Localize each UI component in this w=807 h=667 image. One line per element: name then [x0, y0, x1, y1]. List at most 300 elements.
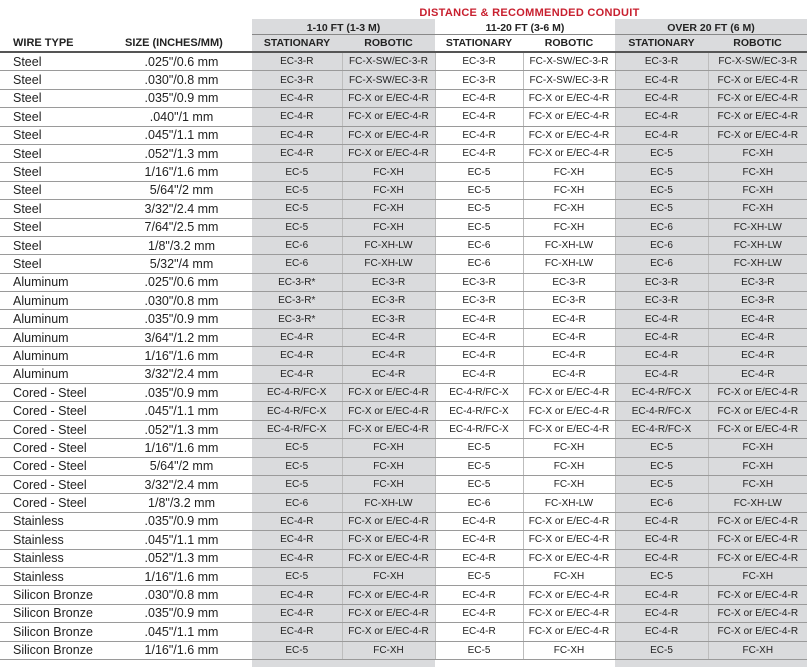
stationary-11-20ft-cell: EC-4-R	[435, 531, 523, 549]
stationary-11-20ft-cell: EC-4-R	[435, 604, 523, 622]
robotic-11-20ft-cell: FC-X-SW/EC-3-R	[523, 71, 615, 89]
stationary-1-10ft-cell: EC-3-R*	[252, 273, 342, 291]
stationary-11-20ft-cell: EC-5	[435, 457, 523, 475]
size-cell: .035"/0.9 mm	[121, 512, 252, 530]
stationary-11-20ft-cell: EC-4-R	[435, 512, 523, 530]
wire-type-cell: Silicon Bronze	[0, 641, 121, 659]
stationary-11-20ft-cell: EC-5	[435, 641, 523, 659]
table-row	[0, 52, 807, 71]
stationary-1-10ft-cell: EC-6	[252, 255, 342, 273]
size-cell: 1/16"/1.6 mm	[121, 347, 252, 365]
size-cell: 3/32"/2.4 mm	[121, 200, 252, 218]
robotic-over-20ft-cell: FC-X or E/EC-4-R	[708, 89, 807, 107]
robotic-1-10ft-cell: FC-X or E/EC-4-R	[342, 144, 435, 162]
table-row	[0, 475, 807, 493]
stationary-over-20ft-cell: EC-4-R	[615, 71, 708, 89]
wire-type-cell: Cored - Steel	[0, 457, 121, 475]
wire-type-cell: Stainless	[0, 567, 121, 585]
stationary-11-20ft-cell: EC-4-R	[435, 126, 523, 144]
wire-type-cell: Aluminum	[0, 365, 121, 383]
header-stationary: STATIONARY	[435, 35, 523, 53]
stationary-11-20ft-cell: EC-6	[435, 494, 523, 512]
wire-type-cell: Steel	[0, 163, 121, 181]
stationary-over-20ft-cell: EC-4-R	[615, 512, 708, 530]
robotic-1-10ft-cell: FC-XH	[342, 567, 435, 585]
robotic-1-10ft-cell: EC-3-R	[342, 292, 435, 310]
table-row	[0, 347, 807, 365]
robotic-11-20ft-cell: EC-4-R	[523, 365, 615, 383]
stationary-over-20ft-cell: EC-4-R	[615, 310, 708, 328]
stationary-1-10ft-cell: EC-5	[252, 163, 342, 181]
wire-type-cell: Cored - Steel	[0, 439, 121, 457]
table-row	[0, 273, 807, 291]
size-cell: .030"/0.8 mm	[121, 586, 252, 604]
robotic-over-20ft-cell: FC-XH	[708, 475, 807, 493]
table-body	[0, 52, 807, 659]
stationary-over-20ft-cell: EC-6	[615, 236, 708, 254]
robotic-11-20ft-cell: FC-X or E/EC-4-R	[523, 144, 615, 162]
size-cell: .045"/1.1 mm	[121, 531, 252, 549]
table-row	[0, 512, 807, 530]
robotic-11-20ft-cell: FC-X or E/EC-4-R	[523, 420, 615, 438]
table-row	[0, 494, 807, 512]
stationary-1-10ft-cell: EC-4-R/FC-X	[252, 402, 342, 420]
stationary-1-10ft-cell: EC-4-R	[252, 347, 342, 365]
robotic-over-20ft-cell: FC-X or E/EC-4-R	[708, 402, 807, 420]
robotic-over-20ft-cell: FC-XH	[708, 457, 807, 475]
wire-type-cell: Aluminum	[0, 273, 121, 291]
stationary-over-20ft-cell: EC-4-R/FC-X	[615, 420, 708, 438]
stationary-1-10ft-cell: EC-5	[252, 475, 342, 493]
stationary-over-20ft-cell: EC-3-R	[615, 292, 708, 310]
stationary-11-20ft-cell: EC-4-R	[435, 549, 523, 567]
stationary-11-20ft-cell: EC-4-R	[435, 347, 523, 365]
header-wire-type: WIRE TYPE	[0, 35, 121, 53]
robotic-1-10ft-cell: FC-X-SW/EC-3-R	[342, 71, 435, 89]
stationary-over-20ft-cell: EC-5	[615, 457, 708, 475]
robotic-11-20ft-cell: FC-X or E/EC-4-R	[523, 126, 615, 144]
table-row	[0, 567, 807, 585]
group-11-20ft: 11-20 FT (3-6 M)	[435, 19, 615, 35]
stationary-1-10ft-cell: EC-5	[252, 457, 342, 475]
table-row	[0, 402, 807, 420]
robotic-over-20ft-cell: FC-XH	[708, 200, 807, 218]
robotic-1-10ft-cell: FC-X or E/EC-4-R	[342, 384, 435, 402]
size-cell: .052"/1.3 mm	[121, 549, 252, 567]
table-row	[0, 439, 807, 457]
size-cell: .035"/0.9 mm	[121, 89, 252, 107]
size-cell: .052"/1.3 mm	[121, 144, 252, 162]
stationary-11-20ft-cell: EC-3-R	[435, 52, 523, 71]
stationary-11-20ft-cell: EC-5	[435, 163, 523, 181]
robotic-1-10ft-cell: EC-4-R	[342, 328, 435, 346]
robotic-over-20ft-cell: FC-X or E/EC-4-R	[708, 126, 807, 144]
robotic-11-20ft-cell: EC-4-R	[523, 347, 615, 365]
stationary-11-20ft-cell: EC-5	[435, 439, 523, 457]
size-cell: .040"/1 mm	[121, 108, 252, 126]
wire-type-cell: Aluminum	[0, 347, 121, 365]
table-row	[0, 89, 807, 107]
robotic-1-10ft-cell: FC-X or E/EC-4-R	[342, 586, 435, 604]
robotic-over-20ft-cell: FC-X or E/EC-4-R	[708, 108, 807, 126]
table-row	[0, 328, 807, 346]
stationary-1-10ft-cell: EC-4-R	[252, 604, 342, 622]
stationary-11-20ft-cell: EC-5	[435, 181, 523, 199]
header-robotic: ROBOTIC	[342, 35, 435, 53]
wire-type-cell: Steel	[0, 236, 121, 254]
size-cell: .025"/0.6 mm	[121, 52, 252, 71]
wire-type-cell: Steel	[0, 181, 121, 199]
stationary-over-20ft-cell: EC-4-R	[615, 328, 708, 346]
stationary-11-20ft-cell: EC-5	[435, 218, 523, 236]
stationary-1-10ft-cell: EC-3-R	[252, 71, 342, 89]
stationary-11-20ft-cell: EC-4-R	[435, 328, 523, 346]
wire-type-cell: Steel	[0, 52, 121, 71]
robotic-11-20ft-cell: FC-XH	[523, 567, 615, 585]
table-row	[0, 236, 807, 254]
stationary-over-20ft-cell: EC-4-R	[615, 604, 708, 622]
wire-type-cell: Aluminum	[0, 310, 121, 328]
table-row	[0, 549, 807, 567]
robotic-1-10ft-cell: FC-XH	[342, 181, 435, 199]
stationary-over-20ft-cell: EC-5	[615, 641, 708, 659]
size-cell: .025"/0.6 mm	[121, 273, 252, 291]
wire-type-cell: Silicon Bronze	[0, 604, 121, 622]
robotic-1-10ft-cell: FC-X or E/EC-4-R	[342, 549, 435, 567]
stationary-over-20ft-cell: EC-4-R	[615, 549, 708, 567]
stationary-11-20ft-cell: EC-4-R	[435, 623, 523, 641]
stationary-1-10ft-cell: EC-6	[252, 494, 342, 512]
stationary-11-20ft-cell: EC-4-R	[435, 586, 523, 604]
robotic-1-10ft-cell: FC-XH	[342, 163, 435, 181]
table-row	[0, 420, 807, 438]
stationary-11-20ft-cell: EC-3-R	[435, 292, 523, 310]
wire-type-cell: Cored - Steel	[0, 475, 121, 493]
table-row	[0, 200, 807, 218]
robotic-over-20ft-cell: FC-XH-LW	[708, 236, 807, 254]
wire-type-cell: Silicon Bronze	[0, 586, 121, 604]
stationary-1-10ft-cell: EC-4-R	[252, 328, 342, 346]
robotic-1-10ft-cell: FC-XH	[342, 218, 435, 236]
robotic-11-20ft-cell: EC-4-R	[523, 310, 615, 328]
robotic-11-20ft-cell: FC-XH	[523, 218, 615, 236]
robotic-1-10ft-cell: FC-XH-LW	[342, 255, 435, 273]
stationary-1-10ft-cell: EC-4-R	[252, 126, 342, 144]
stationary-1-10ft-cell: EC-4-R	[252, 623, 342, 641]
stationary-over-20ft-cell: EC-5	[615, 200, 708, 218]
size-cell: .052"/1.3 mm	[121, 420, 252, 438]
robotic-11-20ft-cell: FC-X or E/EC-4-R	[523, 108, 615, 126]
robotic-over-20ft-cell: FC-XH	[708, 641, 807, 659]
robotic-11-20ft-cell: FC-XH-LW	[523, 255, 615, 273]
stationary-11-20ft-cell: EC-5	[435, 475, 523, 493]
wire-type-cell: Aluminum	[0, 328, 121, 346]
table-row	[0, 126, 807, 144]
wire-type-cell: Silicon Bronze	[0, 623, 121, 641]
robotic-11-20ft-cell: FC-X-SW/EC-3-R	[523, 52, 615, 71]
robotic-11-20ft-cell: FC-XH	[523, 200, 615, 218]
stationary-over-20ft-cell: EC-4-R/FC-X	[615, 402, 708, 420]
size-cell: .045"/1.1 mm	[121, 623, 252, 641]
robotic-over-20ft-cell: FC-X or E/EC-4-R	[708, 604, 807, 622]
size-cell: 5/32"/4 mm	[121, 255, 252, 273]
size-cell: 7/64"/2.5 mm	[121, 218, 252, 236]
stationary-over-20ft-cell: EC-5	[615, 475, 708, 493]
size-cell: 1/16"/1.6 mm	[121, 163, 252, 181]
table-row	[0, 531, 807, 549]
stationary-over-20ft-cell: EC-3-R	[615, 52, 708, 71]
robotic-1-10ft-cell: FC-X or E/EC-4-R	[342, 512, 435, 530]
robotic-11-20ft-cell: FC-XH	[523, 163, 615, 181]
wire-type-cell: Cored - Steel	[0, 494, 121, 512]
robotic-11-20ft-cell: FC-X or E/EC-4-R	[523, 586, 615, 604]
stationary-1-10ft-cell: EC-4-R	[252, 531, 342, 549]
stationary-11-20ft-cell: EC-4-R/FC-X	[435, 384, 523, 402]
table-row	[0, 586, 807, 604]
robotic-1-10ft-cell: FC-X or E/EC-4-R	[342, 89, 435, 107]
robotic-11-20ft-cell: FC-X or E/EC-4-R	[523, 402, 615, 420]
robotic-1-10ft-cell: FC-XH	[342, 641, 435, 659]
wire-type-cell: Steel	[0, 126, 121, 144]
stationary-11-20ft-cell: EC-5	[435, 567, 523, 585]
robotic-over-20ft-cell: FC-X or E/EC-4-R	[708, 586, 807, 604]
robotic-over-20ft-cell: FC-X or E/EC-4-R	[708, 531, 807, 549]
robotic-over-20ft-cell: EC-3-R	[708, 273, 807, 291]
wire-type-cell: Cored - Steel	[0, 402, 121, 420]
stationary-1-10ft-cell: EC-4-R	[252, 365, 342, 383]
stationary-over-20ft-cell: EC-4-R/FC-X	[615, 384, 708, 402]
wire-type-cell: Stainless	[0, 549, 121, 567]
stationary-over-20ft-cell: EC-5	[615, 181, 708, 199]
wire-type-cell: Steel	[0, 108, 121, 126]
robotic-1-10ft-cell: FC-X-SW/EC-3-R	[342, 52, 435, 71]
size-cell: 1/8"/3.2 mm	[121, 494, 252, 512]
table-row	[0, 641, 807, 659]
robotic-11-20ft-cell: FC-XH	[523, 457, 615, 475]
wire-type-cell: Stainless	[0, 531, 121, 549]
stationary-1-10ft-cell: EC-5	[252, 567, 342, 585]
robotic-over-20ft-cell: EC-4-R	[708, 365, 807, 383]
table-row	[0, 457, 807, 475]
stationary-over-20ft-cell: EC-5	[615, 163, 708, 181]
size-cell: 1/16"/1.6 mm	[121, 641, 252, 659]
stationary-over-20ft-cell: EC-6	[615, 218, 708, 236]
wire-type-cell: Steel	[0, 200, 121, 218]
stationary-11-20ft-cell: EC-5	[435, 200, 523, 218]
robotic-1-10ft-cell: FC-XH	[342, 457, 435, 475]
robotic-over-20ft-cell: FC-X or E/EC-4-R	[708, 420, 807, 438]
size-cell: 5/64"/2 mm	[121, 457, 252, 475]
table-row	[0, 384, 807, 402]
robotic-1-10ft-cell: FC-XH-LW	[342, 236, 435, 254]
robotic-11-20ft-cell: FC-X or E/EC-4-R	[523, 89, 615, 107]
table-row	[0, 292, 807, 310]
table-row	[0, 163, 807, 181]
stationary-over-20ft-cell: EC-5	[615, 144, 708, 162]
robotic-11-20ft-cell: FC-X or E/EC-4-R	[523, 604, 615, 622]
stationary-over-20ft-cell: EC-4-R	[615, 89, 708, 107]
stationary-11-20ft-cell: EC-4-R	[435, 365, 523, 383]
robotic-over-20ft-cell: FC-XH	[708, 181, 807, 199]
header-robotic: ROBOTIC	[708, 35, 807, 53]
robotic-1-10ft-cell: EC-4-R	[342, 347, 435, 365]
size-cell: 5/64"/2 mm	[121, 181, 252, 199]
stationary-11-20ft-cell: EC-4-R	[435, 89, 523, 107]
stationary-over-20ft-cell: EC-5	[615, 567, 708, 585]
robotic-1-10ft-cell: FC-XH	[342, 439, 435, 457]
table-row	[0, 604, 807, 622]
stationary-over-20ft-cell: EC-4-R	[615, 531, 708, 549]
table-row	[0, 144, 807, 162]
stationary-1-10ft-cell: EC-5	[252, 200, 342, 218]
stationary-1-10ft-cell: EC-4-R	[252, 512, 342, 530]
table-title: DISTANCE & RECOMMENDED CONDUIT	[419, 7, 640, 19]
size-cell: 1/16"/1.6 mm	[121, 567, 252, 585]
table-row	[0, 218, 807, 236]
stationary-1-10ft-cell: EC-4-R	[252, 89, 342, 107]
robotic-1-10ft-cell: FC-X or E/EC-4-R	[342, 531, 435, 549]
table-row	[0, 108, 807, 126]
robotic-11-20ft-cell: FC-XH	[523, 641, 615, 659]
size-cell: .035"/0.9 mm	[121, 310, 252, 328]
stationary-11-20ft-cell: EC-6	[435, 236, 523, 254]
robotic-over-20ft-cell: EC-4-R	[708, 328, 807, 346]
stationary-1-10ft-cell: EC-4-R	[252, 108, 342, 126]
robotic-over-20ft-cell: FC-XH-LW	[708, 494, 807, 512]
size-cell: .030"/0.8 mm	[121, 71, 252, 89]
robotic-1-10ft-cell: FC-X or E/EC-4-R	[342, 604, 435, 622]
stationary-over-20ft-cell: EC-4-R	[615, 586, 708, 604]
robotic-11-20ft-cell: FC-XH	[523, 475, 615, 493]
robotic-over-20ft-cell: FC-XH-LW	[708, 255, 807, 273]
stationary-1-10ft-cell: EC-5	[252, 439, 342, 457]
wire-type-cell: Aluminum	[0, 292, 121, 310]
size-cell: 1/8"/3.2 mm	[121, 236, 252, 254]
robotic-11-20ft-cell: FC-X or E/EC-4-R	[523, 512, 615, 530]
size-cell: .035"/0.9 mm	[121, 384, 252, 402]
group-over-20ft: OVER 20 FT (6 M)	[615, 19, 807, 35]
stationary-1-10ft-cell: EC-4-R	[252, 586, 342, 604]
stationary-1-10ft-cell: EC-4-R/FC-X	[252, 384, 342, 402]
table-row	[0, 310, 807, 328]
robotic-1-10ft-cell: FC-XH	[342, 475, 435, 493]
robotic-1-10ft-cell: FC-X or E/EC-4-R	[342, 623, 435, 641]
robotic-1-10ft-cell: EC-4-R	[342, 365, 435, 383]
robotic-11-20ft-cell: EC-3-R	[523, 273, 615, 291]
robotic-11-20ft-cell: FC-XH-LW	[523, 494, 615, 512]
stationary-1-10ft-cell: EC-5	[252, 181, 342, 199]
header-stationary: STATIONARY	[615, 35, 708, 53]
robotic-1-10ft-cell: FC-X or E/EC-4-R	[342, 108, 435, 126]
header-size: SIZE (INCHES/MM)	[121, 35, 252, 53]
stationary-11-20ft-cell: EC-3-R	[435, 273, 523, 291]
stationary-11-20ft-cell: EC-4-R/FC-X	[435, 402, 523, 420]
size-cell: 3/32"/2.4 mm	[121, 475, 252, 493]
robotic-over-20ft-cell: FC-X or E/EC-4-R	[708, 384, 807, 402]
robotic-11-20ft-cell: EC-3-R	[523, 292, 615, 310]
wire-type-cell: Steel	[0, 71, 121, 89]
stationary-11-20ft-cell: EC-3-R	[435, 71, 523, 89]
robotic-over-20ft-cell: FC-X or E/EC-4-R	[708, 71, 807, 89]
robotic-11-20ft-cell: FC-XH	[523, 181, 615, 199]
robotic-1-10ft-cell: FC-X or E/EC-4-R	[342, 126, 435, 144]
stationary-11-20ft-cell: EC-4-R/FC-X	[435, 420, 523, 438]
robotic-11-20ft-cell: EC-4-R	[523, 328, 615, 346]
robotic-over-20ft-cell: EC-3-R	[708, 292, 807, 310]
table-row	[0, 623, 807, 641]
robotic-11-20ft-cell: FC-XH-LW	[523, 236, 615, 254]
table-row	[0, 255, 807, 273]
size-cell: .035"/0.9 mm	[121, 604, 252, 622]
stationary-over-20ft-cell: EC-4-R	[615, 126, 708, 144]
robotic-over-20ft-cell: FC-XH	[708, 567, 807, 585]
wire-type-cell: Stainless	[0, 512, 121, 530]
wire-type-cell: Steel	[0, 89, 121, 107]
robotic-over-20ft-cell: FC-X or E/EC-4-R	[708, 512, 807, 530]
stationary-over-20ft-cell: EC-3-R	[615, 273, 708, 291]
robotic-1-10ft-cell: FC-XH-LW	[342, 494, 435, 512]
size-cell: .030"/0.8 mm	[121, 292, 252, 310]
stationary-11-20ft-cell: EC-6	[435, 255, 523, 273]
header-robotic: ROBOTIC	[523, 35, 615, 53]
wire-type-cell: Steel	[0, 144, 121, 162]
stationary-1-10ft-cell: EC-5	[252, 218, 342, 236]
robotic-1-10ft-cell: EC-3-R	[342, 310, 435, 328]
wire-type-cell: Cored - Steel	[0, 384, 121, 402]
group-1-10ft: 1-10 FT (1-3 M)	[252, 19, 435, 35]
robotic-over-20ft-cell: FC-XH	[708, 144, 807, 162]
wire-type-cell: Cored - Steel	[0, 420, 121, 438]
size-cell: 1/16"/1.6 mm	[121, 439, 252, 457]
robotic-1-10ft-cell: EC-3-R	[342, 273, 435, 291]
stationary-over-20ft-cell: EC-4-R	[615, 347, 708, 365]
robotic-11-20ft-cell: FC-X or E/EC-4-R	[523, 531, 615, 549]
stationary-over-20ft-cell: EC-4-R	[615, 108, 708, 126]
stationary-over-20ft-cell: EC-5	[615, 439, 708, 457]
wire-type-cell: Steel	[0, 255, 121, 273]
stationary-1-10ft-cell: EC-5	[252, 641, 342, 659]
robotic-1-10ft-cell: FC-X or E/EC-4-R	[342, 402, 435, 420]
robotic-over-20ft-cell: FC-X-SW/EC-3-R	[708, 52, 807, 71]
stationary-over-20ft-cell: EC-4-R	[615, 365, 708, 383]
size-cell: 3/32"/2.4 mm	[121, 365, 252, 383]
wire-type-cell: Steel	[0, 218, 121, 236]
robotic-1-10ft-cell: FC-X or E/EC-4-R	[342, 420, 435, 438]
stationary-11-20ft-cell: EC-4-R	[435, 144, 523, 162]
stationary-11-20ft-cell: EC-4-R	[435, 108, 523, 126]
robotic-1-10ft-cell: FC-XH	[342, 200, 435, 218]
stationary-1-10ft-cell: EC-4-R	[252, 549, 342, 567]
size-cell: 3/64"/1.2 mm	[121, 328, 252, 346]
table-row	[0, 71, 807, 89]
stationary-over-20ft-cell: EC-4-R	[615, 623, 708, 641]
table-row	[0, 181, 807, 199]
robotic-11-20ft-cell: FC-XH	[523, 439, 615, 457]
robotic-11-20ft-cell: FC-X or E/EC-4-R	[523, 549, 615, 567]
stationary-1-10ft-cell: EC-6	[252, 236, 342, 254]
size-cell: .045"/1.1 mm	[121, 402, 252, 420]
stationary-1-10ft-cell: EC-4-R/FC-X	[252, 420, 342, 438]
robotic-over-20ft-cell: EC-4-R	[708, 347, 807, 365]
stationary-over-20ft-cell: EC-6	[615, 494, 708, 512]
stationary-1-10ft-cell: EC-3-R*	[252, 292, 342, 310]
stationary-over-20ft-cell: EC-6	[615, 255, 708, 273]
stationary-11-20ft-cell: EC-4-R	[435, 310, 523, 328]
robotic-over-20ft-cell: FC-X or E/EC-4-R	[708, 623, 807, 641]
robotic-over-20ft-cell: FC-XH	[708, 439, 807, 457]
stationary-1-10ft-cell: EC-3-R	[252, 52, 342, 71]
table-row	[0, 365, 807, 383]
